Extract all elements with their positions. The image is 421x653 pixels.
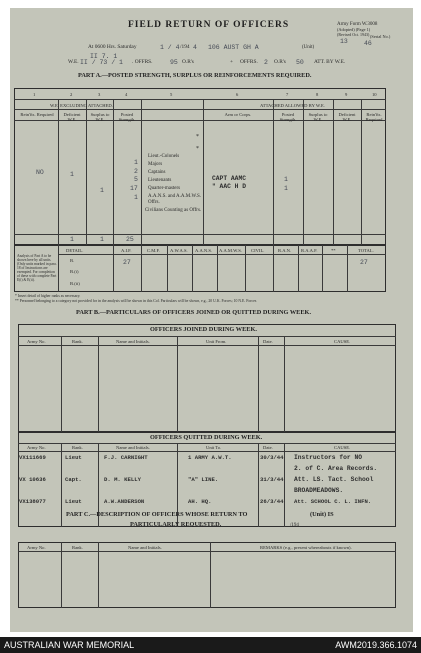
analysis-col-aif: A.I.F. (121, 248, 132, 253)
arm-corps-value-2: " AAC H D (212, 183, 247, 190)
col-arm-or-corps: Arm or Corps. (224, 112, 252, 117)
col-reinf-required: Rein'fts. Required (20, 112, 54, 117)
attached-allowed-by-we: ATTACHED ALLOWED BY W.E. (260, 103, 325, 108)
quitted-row-1-cause: Instructors for NO (294, 454, 363, 461)
year-label: /194 (180, 44, 190, 50)
rank-lieutenants: Lieutenants (148, 178, 172, 183)
analysis-row-b-i: B.(i) (70, 269, 79, 274)
analysis-col-aamws: A.A.M.W.S. (219, 248, 242, 253)
quitted-row-5-rank: Lieut (65, 498, 82, 505)
serial-number-value: 13 (340, 38, 348, 45)
analysis-col-raaf: R.A.A.F. (301, 248, 318, 253)
star-marker-2: * (196, 146, 199, 152)
joined-col-name: Name and Initials. (116, 339, 150, 344)
we-value-2: II / 73 / 1 (80, 59, 123, 66)
joined-col-cause: CAUSE. (334, 339, 351, 344)
serial-number-value-2: 46 (364, 40, 372, 47)
col-att-posted: Posted Strength. (279, 112, 297, 123)
col-number-10: 10 (372, 92, 377, 97)
quitted-row-5-army-no: VX138077 (19, 498, 46, 505)
col-number-1: 1 (33, 92, 36, 97)
offrs-label: . OFFRS. (132, 59, 153, 65)
footer-institution: AUSTRALIAN WAR MEMORIAL (4, 640, 135, 650)
part-c-col-name: Name and Initials. (128, 545, 162, 550)
part-c-title: PART C.—DESCRIPTION OF OFFICERS WHOSE RETURN TO (66, 511, 248, 518)
analysis-col-other: ** (331, 248, 336, 253)
quitted-row-1-date: 30/3/44 (260, 454, 284, 461)
quitted-row-5-cause: Att. SCHOOL C. L. INFN. (294, 498, 372, 505)
form-title: FIELD RETURN OF OFFICERS (128, 20, 290, 30)
joined-col-rank: Rank. (72, 339, 83, 344)
rank-captains: Captains (148, 170, 166, 175)
rank-civilians: Civilians Counting as Offrs. (144, 208, 202, 213)
posted-qm-value: 1 (134, 194, 138, 201)
joined-col-unit-from: Unit From. (206, 339, 227, 344)
form-sheet (10, 8, 413, 632)
or2-value: 50 (296, 59, 304, 66)
form-revised-note: (Revised Oct. 1943) (337, 32, 370, 37)
analysis-row-b: B. (70, 258, 75, 263)
part-c-title-2: PARTICULARLY REQUESTED. (130, 521, 222, 528)
quitted-col-name: Name and Initials. (116, 445, 150, 450)
analysis-col-cmf: C.M.F. (147, 248, 160, 253)
footer-accession-number: AWM2019.366.1074 (335, 640, 417, 650)
col-surplus: Surplus to W.E. (90, 112, 110, 123)
posted-lieutenants-value: 17 (130, 185, 138, 192)
quitted-row-1-unit: 1 ARMY A.W.T. (188, 454, 232, 461)
col-posted-strength: Posted Strength. (118, 112, 136, 123)
offrs2-label: OFFRS. (240, 59, 258, 65)
form-reference: Army Form W.3008 (337, 22, 378, 27)
quitted-row-3-unit: "A" LINE. (188, 476, 219, 483)
analysis-aif-value: 27 (123, 259, 131, 266)
we-value-1: II 7. 1 (90, 53, 118, 60)
analysis-col-civil: CIVIL. (251, 248, 265, 253)
quitted-row-1-name: F.J. CARNIGHT (104, 454, 148, 461)
joined-col-army-no: Army No. (27, 339, 46, 344)
col-number-6: 6 (236, 92, 239, 97)
analysis-instructions: Analysis of Part A to be shown here by all units. (Only units marked in para. 18 of Instructions are exempted. For completion of these with complete Part E(i) & E(ii). (17, 254, 57, 282)
part-b-title: PART B.—PARTICULARS OF OFFICERS JOINED OR QUITTED DURING WEEK. (76, 309, 312, 316)
at-hours-label: At 0600 Hrs. Saturday (88, 44, 137, 50)
rank-majors: Majors (148, 162, 163, 167)
posted-majors-value: 2 (134, 168, 138, 175)
part-c-unit-label: (Unit) IS (310, 511, 334, 518)
we-label: W.E. (68, 59, 79, 65)
note-other-category: ** Personnel belonging to a category not provided for in the analysis will be shown in this Col. Particulars will be shown, e.g., 20 U.K. Forces; 10 N.E. Forces (15, 299, 257, 303)
rank-lieut-colonels: Lieut.-Colonels (148, 154, 180, 159)
quitted-col-date: Date. (263, 445, 273, 450)
col-att-deficient: Deficient W.E. (338, 112, 356, 123)
analysis-col-aans: A.A.N.S. (195, 248, 213, 253)
posted-captains-value: 5 (134, 176, 138, 183)
col-number-8: 8 (316, 92, 319, 97)
col-number-9: 9 (345, 92, 348, 97)
unit-value: 106 AUST GH A (208, 44, 259, 51)
col-number-4: 4 (125, 92, 128, 97)
col-att-surplus: Surplus to W.E. (308, 112, 328, 123)
or-value: 95 (170, 59, 178, 66)
analysis-col-ran: R.A.N. (278, 248, 292, 253)
form-adopted: (Adopted) (Page 1) (337, 27, 371, 32)
unit-label: (Unit) (302, 45, 315, 50)
archive-footer (0, 637, 421, 653)
analysis-col-total: TOTAL. (358, 248, 374, 253)
col-att-reinf: Rein'fts. Required (365, 112, 383, 123)
or2-label: O.R's (274, 59, 286, 65)
quitted-row-1-army-no: VX111669 (19, 454, 46, 461)
analysis-col-awas: A.W.A.S. (170, 248, 188, 253)
arm-corps-value: CAPT AAMC (212, 175, 247, 182)
plus-sign: + (230, 59, 234, 65)
rank-quartermasters: Quarter-masters (148, 186, 181, 191)
col-number-5: 5 (170, 92, 173, 97)
rank-aans: A.A.N.S. and A.A.M.W.S. Offrs. (148, 194, 202, 205)
analysis-col-detail: DETAIL. (66, 248, 84, 253)
part-c-col-remarks: REMARKS (e.g., present whereabouts if known). (260, 545, 352, 550)
quitted-row-2-cause: 2. of C. Area Records. (294, 465, 378, 472)
quitted-row-3-date: 31/3/44 (260, 476, 284, 483)
note-higher-ranks: * Insert detail of higher ranks as necessary. (15, 294, 81, 298)
part-c-date-label: /194 (290, 523, 299, 528)
or-label: O.R's (182, 59, 194, 65)
serial-label: (Serial No.) (370, 34, 391, 39)
year-value: 4 (193, 44, 197, 51)
quitted-row-3-cause: Att. LS. Tact. School (294, 476, 374, 483)
joined-title: OFFICERS JOINED DURING WEEK. (150, 326, 257, 333)
col-number-2: 2 (70, 92, 73, 97)
deficient-value: 1 (70, 171, 74, 178)
quitted-title: OFFICERS QUITTED DURING WEEK. (150, 434, 263, 441)
quitted-row-1-rank: Lieut (65, 454, 82, 461)
star-marker-1: * (196, 134, 199, 140)
part-c-col-army-no: Army No. (27, 545, 46, 550)
reinf-required-value: NO (36, 169, 44, 176)
col-number-7: 7 (286, 92, 289, 97)
att-by-we-label: ATT. BY W.E. (314, 59, 346, 65)
offrs2-value: 2 (264, 59, 268, 66)
att-posted-value-1: 1 (284, 176, 288, 183)
quitted-col-unit-to: Unit To. (206, 445, 222, 450)
analysis-row-b-ii: B.(ii) (70, 281, 80, 286)
surplus-value: 1 (100, 187, 104, 194)
date-value: 1 / 4 (160, 44, 180, 51)
quitted-row-5-unit: AH. HQ. (188, 498, 212, 505)
quitted-col-rank: Rank. (72, 445, 83, 450)
quitted-col-cause: CAUSE. (334, 445, 351, 450)
quitted-row-3-rank: Capt. (65, 476, 82, 483)
part-a-title: PART A.—POSTED STRENGTH, SURPLUS OR REINFORCEMENTS REQUIRED. (78, 72, 312, 79)
we-excluding-attached: W.E. EXCLUDING ATTACHED. (50, 103, 113, 108)
quitted-col-army-no: Army No. (27, 445, 46, 450)
total-surplus-value: 1 (100, 236, 104, 243)
quitted-row-5-date: 26/3/44 (260, 498, 284, 505)
analysis-total-value: 27 (360, 259, 368, 266)
att-posted-value-2: 1 (284, 185, 288, 192)
quitted-row-4-cause: BROADMEADOWS. (294, 487, 344, 494)
quitted-row-3-name: D. M. KELLY (104, 476, 141, 483)
total-posted-value: 25 (126, 236, 134, 243)
total-deficient-value: 1 (70, 236, 74, 243)
col-deficient: Deficient W.E. (63, 112, 81, 123)
part-c-col-rank: Rank. (72, 545, 83, 550)
joined-col-date: Date. (263, 339, 273, 344)
quitted-row-5-name: A.W.ANDERSON (104, 498, 145, 505)
quitted-row-3-army-no: VX 10636 (19, 476, 46, 483)
posted-lt-col-value: 1 (134, 159, 138, 166)
col-number-3: 3 (98, 92, 101, 97)
